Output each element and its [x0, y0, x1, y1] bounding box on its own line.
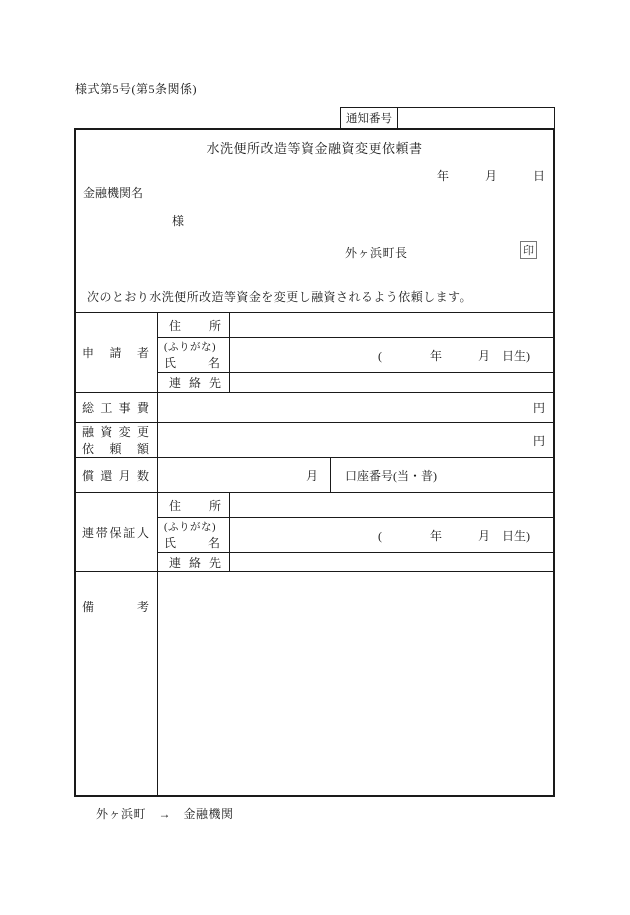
loan-change-label-line1: 融資変更	[82, 425, 149, 439]
guarantor-label: 連帯保証人	[82, 525, 149, 540]
name-label: 氏名	[164, 356, 220, 370]
applicant-name-field[interactable]	[230, 338, 553, 373]
guarantor-label-cell	[76, 493, 158, 572]
applicant-label: 申請者	[82, 346, 149, 360]
applicant-birthdate-note: ( 年 月 日生)	[378, 348, 530, 363]
applicant-contact-field[interactable]	[230, 373, 553, 393]
form-table	[76, 312, 553, 795]
address-label: 住所	[169, 318, 221, 333]
repayment-unit: 月	[305, 468, 318, 483]
loan-change-unit: 円	[532, 433, 545, 448]
loan-change-label-cell	[76, 423, 158, 458]
financial-institution-label: 金融機関名	[83, 186, 144, 200]
guarantor-birthdate-note: ( 年 月 日生)	[378, 528, 530, 543]
remarks-field[interactable]	[158, 572, 553, 795]
guarantor-address-field[interactable]	[230, 493, 553, 518]
guarantor-contact-field[interactable]	[230, 553, 553, 572]
applicant-address-field[interactable]	[230, 313, 553, 338]
repayment-label-cell	[76, 458, 158, 493]
account-number-field[interactable]	[331, 458, 553, 493]
repayment-months-field[interactable]	[158, 458, 331, 493]
repayment-label: 償還月数	[82, 468, 149, 483]
total-cost-label-cell	[76, 393, 158, 423]
furigana-label: (ふりがな)	[164, 522, 216, 533]
name-label: 氏名	[164, 536, 220, 550]
honorific-sama: 様	[172, 214, 185, 228]
notice-number-field[interactable]	[398, 108, 554, 128]
remarks-label-cell	[76, 572, 158, 795]
form-number-label: 様式第5号(第5条関係)	[75, 82, 197, 96]
seal-stamp-icon: 印	[520, 241, 537, 259]
applicant-address-label-cell	[158, 313, 230, 338]
loan-change-label-line2: 依頼額	[82, 442, 149, 456]
total-cost-unit: 円	[532, 401, 545, 415]
account-number-label: 口座番号(当・普)	[345, 468, 437, 483]
applicant-name-label-cell	[158, 338, 230, 373]
date-line: 年 月 日	[436, 169, 545, 183]
notice-number-label: 通知番号	[341, 108, 398, 128]
routing-footer: 外ヶ浜町 → 金融機関	[96, 807, 234, 821]
guarantor-contact-label-cell	[158, 553, 230, 572]
remarks-label: 備考	[82, 600, 149, 614]
address-label: 住所	[169, 498, 221, 513]
applicant-contact-label-cell	[158, 373, 230, 393]
guarantor-name-label-cell	[158, 518, 230, 553]
notice-number-box	[340, 107, 555, 129]
total-cost-label: 総工事費	[82, 401, 149, 415]
applicant-label-cell	[76, 313, 158, 393]
request-sentence: 次のとおり水洗便所改造等資金を変更し融資されるよう依頼します。	[87, 290, 472, 304]
contact-label: 連絡先	[169, 555, 221, 570]
form-title: 水洗便所改造等資金融資変更依頼書	[206, 141, 423, 156]
form-body	[74, 128, 555, 797]
guarantor-address-label-cell	[158, 493, 230, 518]
loan-change-field[interactable]	[158, 423, 553, 458]
furigana-label: (ふりがな)	[164, 342, 216, 353]
contact-label: 連絡先	[169, 376, 221, 390]
total-cost-field[interactable]	[158, 393, 553, 423]
guarantor-name-field[interactable]	[230, 518, 553, 553]
mayor-title: 外ヶ浜町長	[345, 246, 408, 260]
